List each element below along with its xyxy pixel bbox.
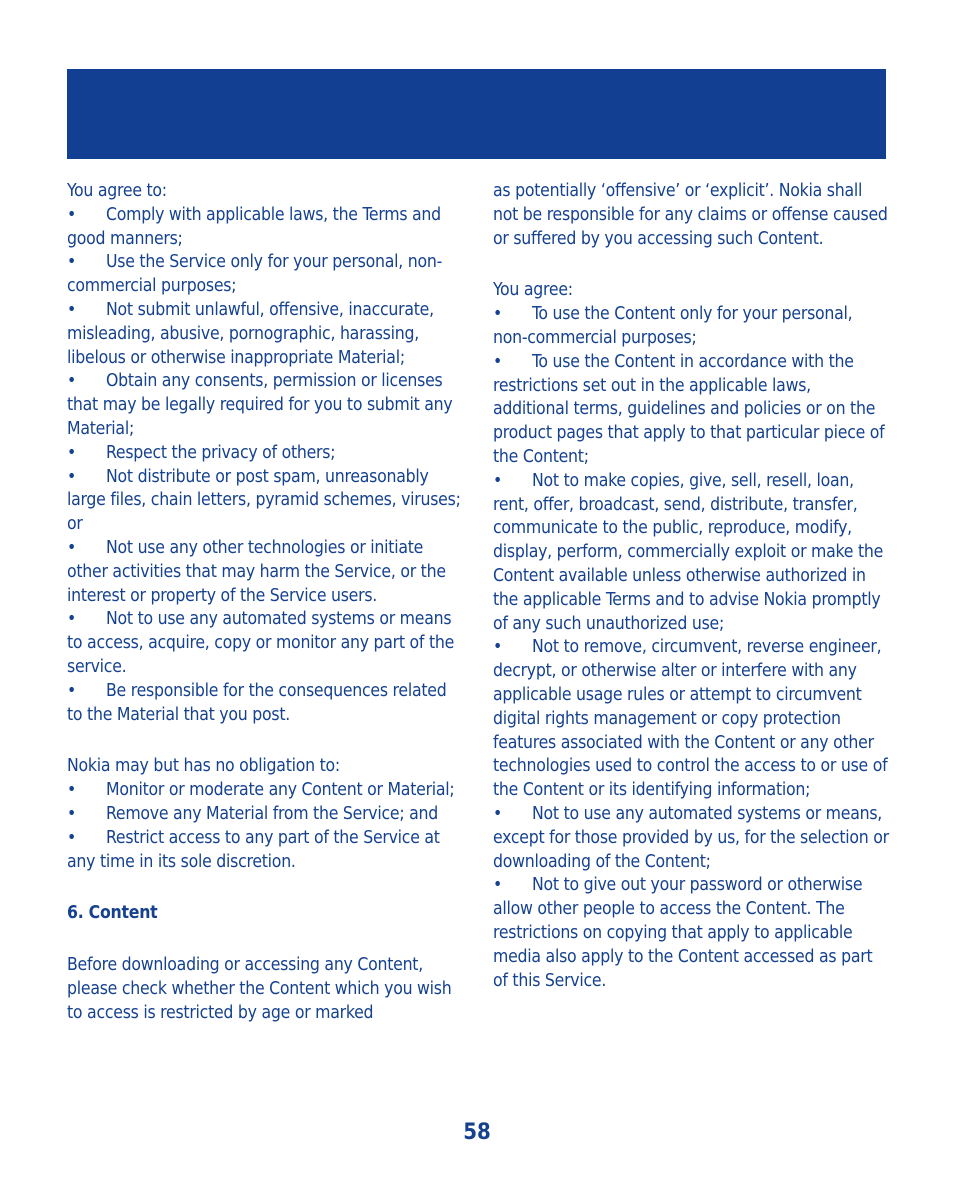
list-item: • Restrict access to any part of the Service at any time in its sole discretion. [67, 827, 440, 872]
bullet-icon: • [493, 803, 503, 824]
list-item: • Not use any other technologies or initiate other activities that may harm the Service, or the interest or property of the Service users. [67, 537, 446, 606]
bullet-icon: • [67, 609, 77, 630]
list-item: • Respect the privacy of others; [67, 442, 465, 466]
bullet-icon: • [67, 827, 77, 848]
bullet-list [67, 779, 465, 874]
bullet-list [493, 303, 889, 993]
page-number: 58 [463, 1120, 491, 1145]
bullet-icon: • [67, 442, 77, 463]
section-heading: 6. Content [67, 903, 158, 924]
list-item: • Comply with applicable laws, the Terms and good manners; [67, 204, 441, 249]
list-item: • Not to remove, circumvent, reverse engineer, decrypt, or otherwise alter or interfere with any applicable usage rules or attempt to circumvent digital rights management or copy protection features associated with the Content or any other technologies used to control the access to or use of the Content or its identifying information; [493, 637, 888, 801]
bullet-icon: • [493, 875, 503, 896]
bullet-icon: • [67, 803, 77, 824]
bullet-icon: • [67, 252, 77, 273]
bullet-icon: • [67, 780, 77, 801]
left-column [67, 180, 465, 1026]
list-item: • Monitor or moderate any Content or Material; [67, 779, 465, 803]
bullet-icon: • [493, 351, 503, 372]
list-item: • Be responsible for the consequences related to the Material that you post. [67, 680, 447, 725]
list-item: • Not to give out your password or otherwise allow other people to access the Content. The restrictions on copying that apply to applicable media also apply to the Content accessed as part of this Service. [493, 875, 873, 991]
list-item: • To use the Content in accordance with the restrictions set out in the applicable laws, additional terms, guidelines and policies or on the product pages that apply to that particular piece of the Content; [493, 351, 885, 467]
list-item: • Not to use any automated systems or means to access, acquire, copy or monitor any part of the service. [67, 609, 455, 677]
bullet-icon: • [67, 204, 77, 225]
bullet-icon: • [67, 371, 77, 392]
bullet-icon: • [67, 680, 77, 701]
list-item: • Not to use any automated systems or means, except for those provided by us, for the selection or downloading of the Content; [493, 803, 889, 872]
right-column [493, 180, 889, 993]
bullet-list [67, 204, 465, 728]
intro-text: You agree: [493, 280, 573, 301]
paragraph: as potentially ‘offensive’ or ‘explicit’. Nokia shall not be responsible for any claims or offense caused or suffered by you accessing such Content. [493, 181, 888, 249]
header-banner [67, 69, 886, 159]
list-item: • Obtain any consents, permission or licenses that may be legally required for you to submit any Material; [67, 371, 453, 439]
list-item: • Use the Service only for your personal, non-commercial purposes; [67, 252, 443, 297]
bullet-icon: • [67, 299, 77, 320]
intro-text: You agree to: [67, 181, 167, 201]
bullet-icon: • [493, 470, 503, 491]
intro-text: Nokia may but has no obligation to: [67, 756, 340, 777]
bullet-icon: • [67, 537, 77, 558]
list-item: • Not distribute or post spam, unreasonably large files, chain letters, pyramid schemes, viruses; or [67, 466, 461, 535]
bullet-icon: • [493, 637, 503, 658]
bullet-icon: • [493, 304, 503, 325]
list-item: • To use the Content only for your personal, non-commercial purposes; [493, 304, 853, 348]
list-item: • Not submit unlawful, offensive, inaccurate, misleading, abusive, pornographic, harassing, libelous or otherwise inappropriate Material; [67, 299, 434, 368]
bullet-icon: • [67, 466, 77, 487]
list-item: • Not to make copies, give, sell, resell, loan, rent, offer, broadcast, send, distribute, transfer, communicate to the public, reproduce, modify, display, perform, commercially exploit or make the Content available unless otherwise authorized in the applicable Terms and to advise Nokia promptly of any such unauthorized use; [493, 470, 884, 634]
list-item: • Remove any Material from the Service; and [67, 803, 465, 827]
paragraph: Before downloading or accessing any Content, please check whether the Content which you wish to access is restricted by age or marked [67, 955, 452, 1023]
